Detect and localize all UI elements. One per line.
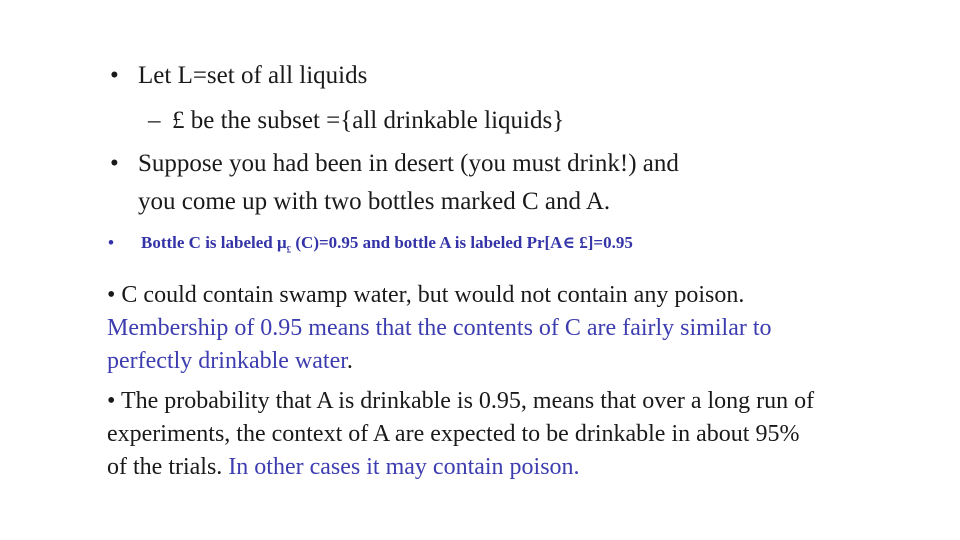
bullet-1-marker: •: [110, 62, 119, 89]
paragraph-c: [107, 279, 807, 378]
paragraph-a-black: • The probability that A is drinkable is 0.95, means that over a long run of experiments, the context of A are expected to be drinkable in about 95% of the trials.: [107, 388, 815, 480]
bullet-2-marker: •: [110, 150, 119, 177]
sub-bullet-marker: –: [148, 107, 161, 134]
paragraph-a-blue: In other cases it may contain poison.: [228, 454, 580, 480]
bullet-3-marker: •: [108, 233, 114, 252]
bottle-label-line: [141, 232, 633, 260]
sub-bullet-text: £ be the subset ={all drinkable liquids}: [172, 107, 565, 134]
mu-subscript: £: [286, 244, 292, 255]
bullet-2-text-line-1: Suppose you had been in desert (you must drink!) and: [138, 150, 679, 177]
bottle-text-end: (C)=0.95 and bottle A is labeled Pr[A∈ £]=0.95: [291, 233, 633, 252]
bullet-2-text-line-2: you come up with two bottles marked C and A.: [138, 188, 611, 215]
paragraph-c-blue: Membership of 0.95 means that the contents of C are fairly similar to perfectly drinkable water: [107, 315, 772, 374]
paragraph-a: [107, 385, 817, 484]
bullet-1-text: Let L=set of all liquids: [138, 62, 368, 89]
mu-symbol: μ: [277, 233, 287, 252]
paragraph-c-black: • C could contain swamp water, but would not contain any poison.: [107, 282, 745, 308]
paragraph-c-end: .: [346, 348, 353, 374]
bottle-text-start: Bottle C is labeled: [141, 233, 277, 252]
